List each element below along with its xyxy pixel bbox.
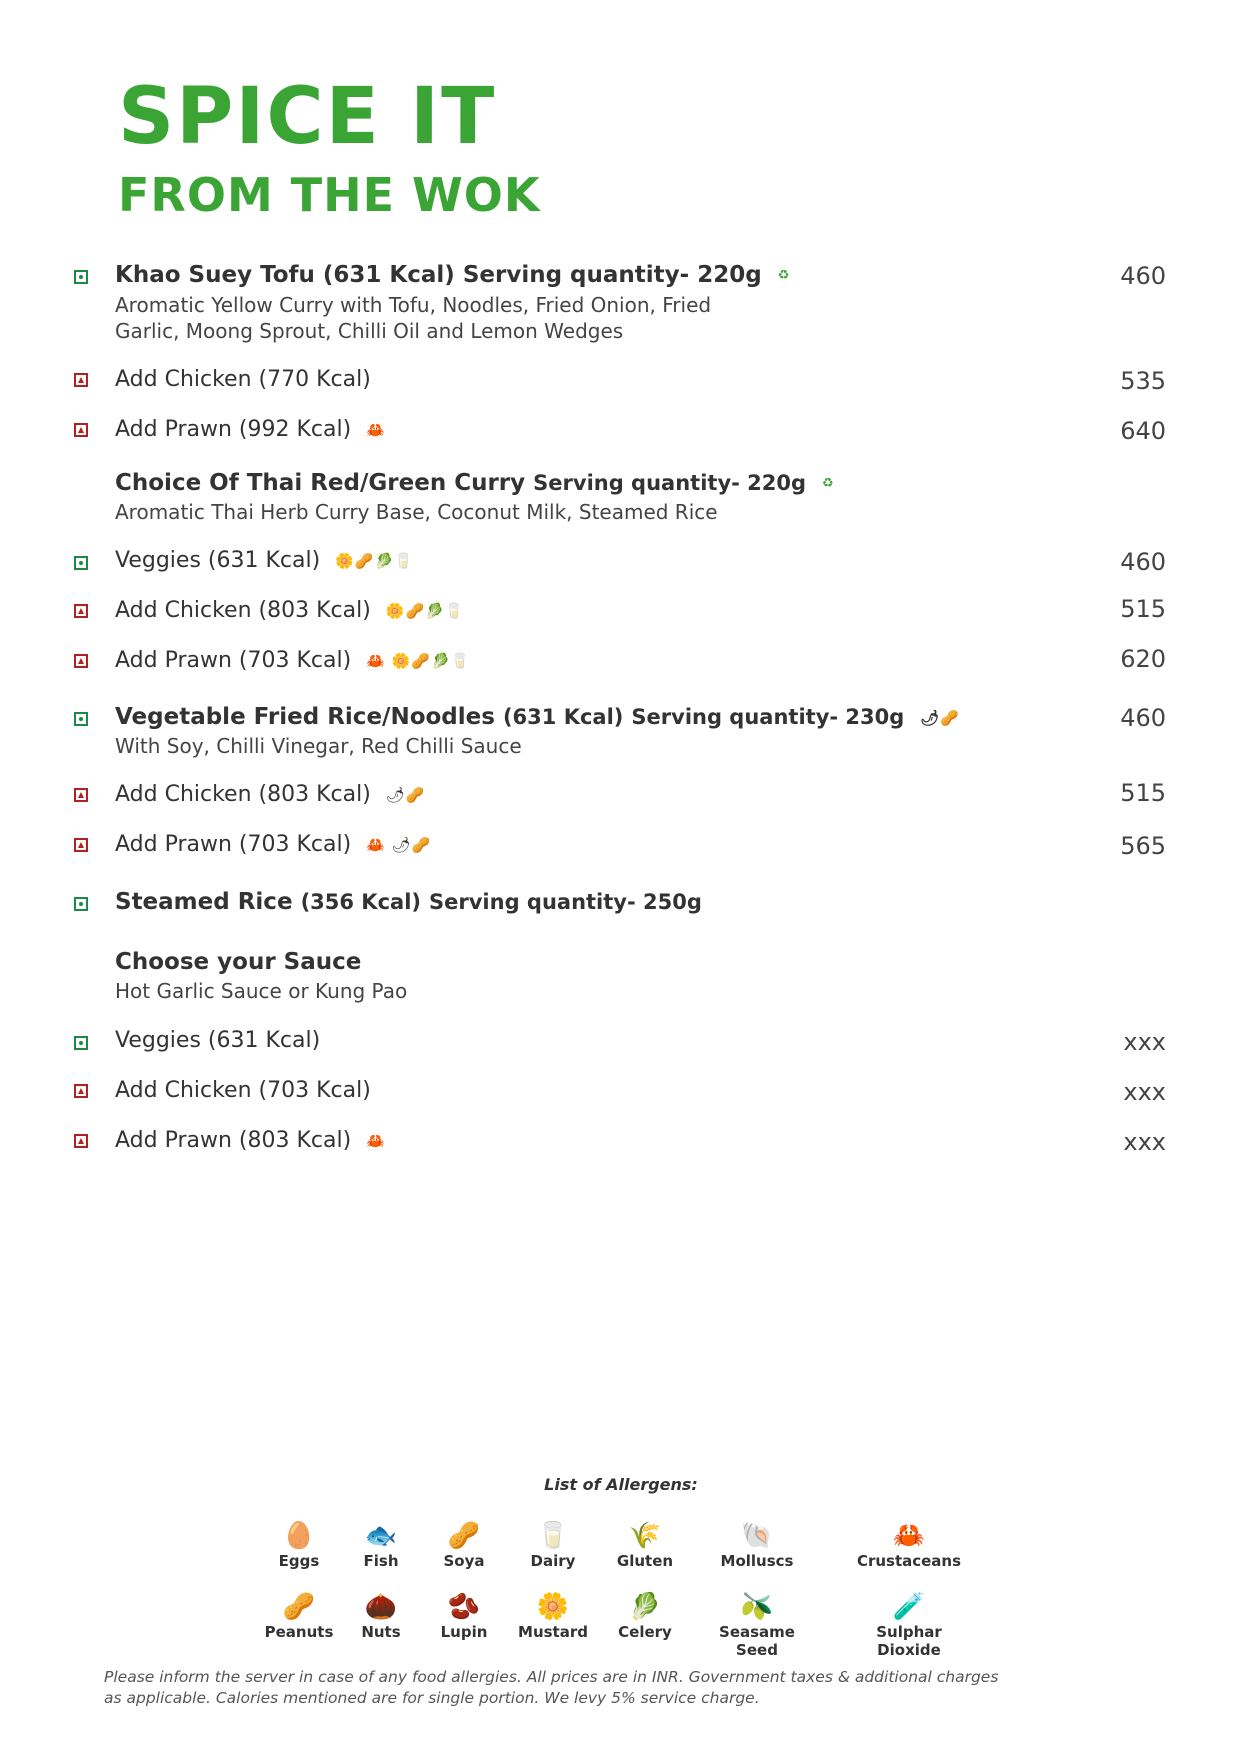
item-price: xxx <box>1123 1078 1166 1106</box>
nuts-icon: 🌰 <box>364 1592 398 1622</box>
nonveg-mark-icon <box>74 654 88 668</box>
nonveg-mark-icon <box>74 604 88 618</box>
sulphur-dioxide-icon: 🧪 <box>892 1592 926 1622</box>
veg-mark-icon <box>74 712 88 726</box>
item-price: 515 <box>1120 595 1166 623</box>
dairy-icon: 🥛 <box>536 1521 570 1551</box>
title-line-2: FROM THE WOK <box>118 168 541 222</box>
item-name: Veggies (631 Kcal) <box>115 548 321 573</box>
item-description: Hot Garlic Sauce or Kung Pao <box>115 979 408 1003</box>
nonveg-mark-icon <box>74 1084 88 1098</box>
item-quantity: Serving quantity- 220g <box>533 471 807 495</box>
vegan-icon: ♻ <box>777 268 791 283</box>
item-price: 460 <box>1120 548 1166 576</box>
allergen-eggs: 🥚 Eggs <box>239 1520 359 1570</box>
item-name: Add Chicken (770 Kcal) <box>115 367 371 392</box>
item-kcal: (631 Kcal) <box>502 705 624 729</box>
item-price: 515 <box>1120 779 1166 807</box>
item-price: 460 <box>1120 262 1166 290</box>
item-name: Add Chicken (803 Kcal) <box>115 782 371 807</box>
item-quantity: Serving quantity- 230g <box>631 705 905 729</box>
footer-line-2: as applicable. Calories mentioned are for single portion. We levy 5% service charge. <box>104 1689 760 1707</box>
peanuts-icon: 🥜 <box>282 1592 316 1622</box>
allergen-nuts: 🌰 Nuts <box>321 1591 441 1641</box>
vegan-icon: ♻ <box>822 476 835 491</box>
allergen-lupin: 🫘 Lupin <box>404 1591 524 1641</box>
allergens-title: List of Allergens: <box>544 1475 698 1494</box>
mustard-icon: 🌼 <box>536 1592 570 1622</box>
item-name: Choice Of Thai Red/Green Curry <box>115 470 526 496</box>
item-description-line-1: Aromatic Yellow Curry with Tofu, Noodles, Fried Onion, Fried <box>115 293 712 317</box>
veg-mark-icon <box>74 897 88 911</box>
item-quantity: Serving quantity- 220g <box>462 262 762 288</box>
nonveg-mark-icon <box>74 1134 88 1148</box>
fish-icon: 🐟 <box>364 1521 398 1551</box>
crustacean-icon: 🦀 <box>366 421 386 439</box>
item-name: Add Prawn (703 Kcal) <box>115 832 352 857</box>
item-name: Khao Suey Tofu <box>115 262 315 288</box>
item-price: xxx <box>1123 1028 1166 1056</box>
sesame-seed-icon: 🫒 <box>740 1592 774 1622</box>
item-kcal: (356 Kcal) <box>300 890 421 914</box>
crustacean-icon: 🦀 <box>366 1132 386 1150</box>
item-name: Add Prawn (992 Kcal) <box>115 417 352 442</box>
nonveg-mark-icon <box>74 788 88 802</box>
item-name: Add Chicken (803 Kcal) <box>115 598 371 623</box>
allergen-fish: 🐟 Fish <box>321 1520 441 1570</box>
item-price: 460 <box>1120 704 1166 732</box>
lupin-icon: 🫘 <box>447 1592 481 1622</box>
allergen-molluscs: 🐚 Molluscs <box>697 1520 817 1570</box>
item-description: With Soy, Chilli Vinegar, Red Chilli Sauce <box>115 734 522 758</box>
allergen-icons: 🌶🥜 <box>385 786 426 804</box>
item-quantity: Serving quantity- 250g <box>429 890 702 914</box>
item-price: 535 <box>1120 367 1166 395</box>
soya-icon: 🥜 <box>447 1521 481 1551</box>
item-name: Steamed Rice <box>115 889 293 915</box>
item-name: Add Chicken (703 Kcal) <box>115 1078 371 1103</box>
molluscs-icon: 🐚 <box>740 1521 774 1551</box>
item-name: Add Prawn (703 Kcal) <box>115 648 352 673</box>
item-kcal: (631 Kcal) <box>322 262 455 288</box>
veg-mark-icon <box>74 1036 88 1050</box>
allergen-peanuts: 🥜 Peanuts <box>239 1591 359 1641</box>
item-price: xxx <box>1123 1128 1166 1156</box>
title-line-1: SPICE IT <box>118 72 497 162</box>
nonveg-mark-icon <box>74 423 88 437</box>
allergen-dairy: 🥛 Dairy <box>493 1520 613 1570</box>
allergen-gluten: 🌾 Gluten <box>585 1520 705 1570</box>
allergen-soya: 🥜 Soya <box>404 1520 524 1570</box>
footer-note <box>104 1667 998 1709</box>
allergen-celery: 🥬 Celery <box>585 1591 705 1641</box>
gluten-icon: 🌾 <box>628 1521 662 1551</box>
footer-line-1: Please inform the server in case of any food allergies. All prices are in INR. Government taxes & additional charges <box>104 1668 999 1686</box>
celery-icon: 🥬 <box>628 1592 662 1622</box>
item-price: 620 <box>1120 645 1166 673</box>
allergen-mustard: 🌼 Mustard <box>493 1591 613 1641</box>
veg-mark-icon <box>74 270 88 284</box>
nonveg-mark-icon <box>74 373 88 387</box>
allergen-icons: 🦀 🌼🥜🥬🥛 <box>366 652 471 670</box>
crustaceans-icon: 🦀 <box>892 1521 926 1551</box>
allergen-icons: 🦀 🌶🥜 <box>366 836 432 854</box>
allergen-crustaceans: 🦀 Crustaceans <box>849 1520 969 1570</box>
item-price: 640 <box>1120 417 1166 445</box>
allergen-icons: 🌼🥜🥬🥛 <box>385 602 465 620</box>
item-description: Aromatic Thai Herb Curry Base, Coconut Milk, Steamed Rice <box>115 500 718 524</box>
item-name: Vegetable Fried Rice/Noodles <box>115 704 495 730</box>
allergen-sesame-seed: 🫒 Seasame Seed <box>697 1591 817 1659</box>
nonveg-mark-icon <box>74 838 88 852</box>
item-name: Choose your Sauce <box>115 949 362 975</box>
eggs-icon: 🥚 <box>282 1521 316 1551</box>
allergen-icons: 🌶🥜 <box>920 708 961 727</box>
item-description-line-2: Garlic, Moong Sprout, Chilli Oil and Lemon Wedges <box>115 319 624 343</box>
item-price: 565 <box>1120 832 1166 860</box>
allergen-sulphur-dioxide: 🧪 Sulphar Dioxide <box>849 1591 969 1659</box>
item-name: Add Prawn (803 Kcal) <box>115 1128 352 1153</box>
veg-mark-icon <box>74 556 88 570</box>
item-name: Veggies (631 Kcal) <box>115 1028 321 1053</box>
allergen-icons: 🌼🥜🥬🥛 <box>335 552 414 570</box>
